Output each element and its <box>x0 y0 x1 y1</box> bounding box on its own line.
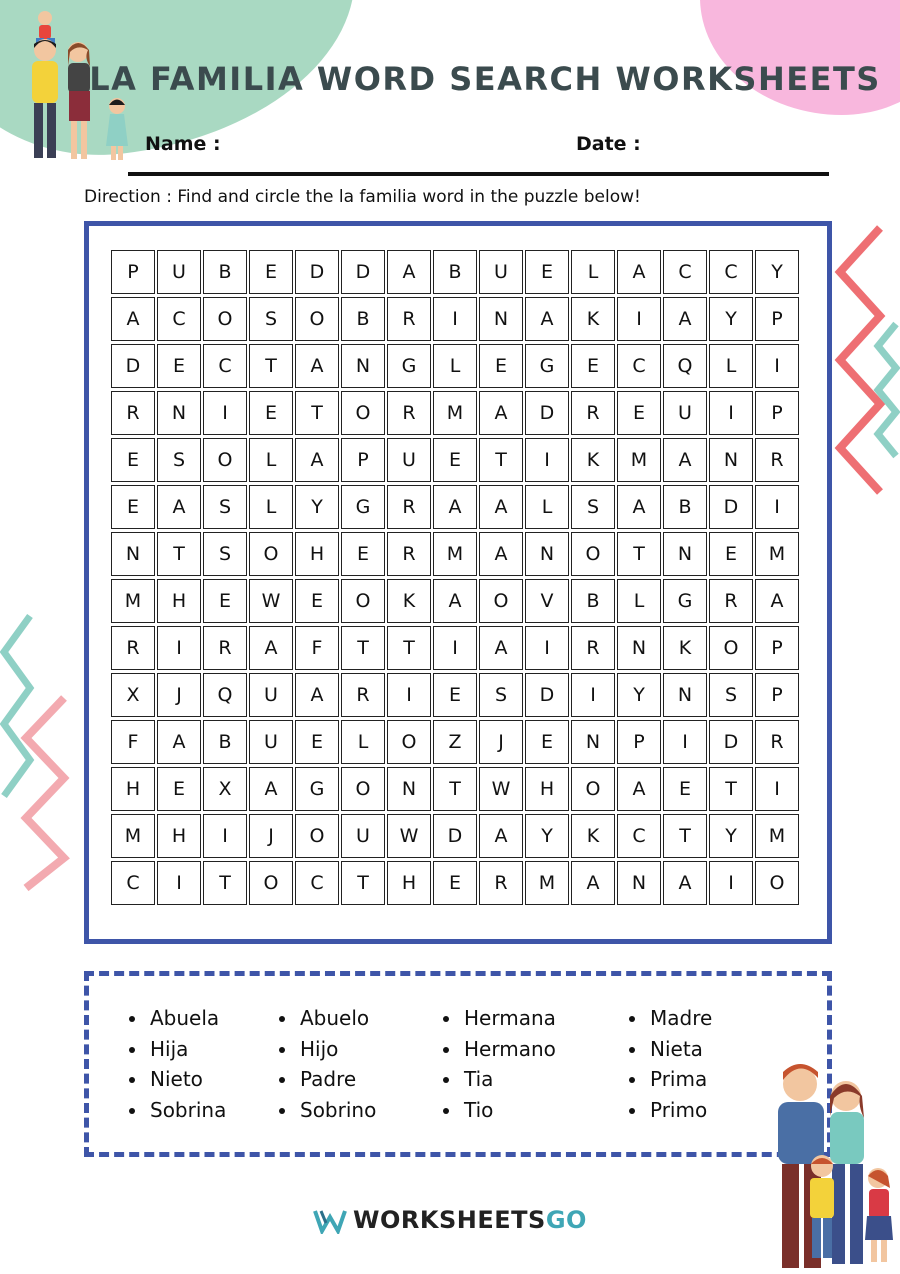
grid-cell: O <box>295 297 339 341</box>
grid-cell: A <box>571 861 615 905</box>
name-label: Name : <box>145 133 221 155</box>
word-list-item: • Hijo <box>298 1034 376 1065</box>
grid-cell: C <box>709 250 753 294</box>
grid-cell: J <box>479 720 523 764</box>
grid-cell: P <box>755 297 799 341</box>
grid-cell: W <box>479 767 523 811</box>
grid-cell: M <box>755 532 799 576</box>
grid-cell: T <box>433 767 477 811</box>
grid-cell: C <box>157 297 201 341</box>
grid-cell: N <box>341 344 385 388</box>
word-list-item: • Nieto <box>148 1064 226 1095</box>
word-list-item: • Tia <box>462 1064 556 1095</box>
grid-cell: O <box>755 861 799 905</box>
grid-cell: T <box>203 861 247 905</box>
grid-cell: I <box>387 673 431 717</box>
grid-cell: A <box>479 391 523 435</box>
grid-cell: E <box>525 720 569 764</box>
grid-cell: T <box>341 861 385 905</box>
grid-cell: S <box>249 297 293 341</box>
word-list-column-3 <box>440 1003 556 1125</box>
grid-cell: R <box>709 579 753 623</box>
grid-cell: G <box>295 767 339 811</box>
grid-cell: I <box>157 626 201 670</box>
grid-cell: R <box>387 532 431 576</box>
zigzag-decoration-left-icon <box>0 612 78 892</box>
grid-cell: X <box>203 767 247 811</box>
grid-cell: P <box>111 250 155 294</box>
grid-cell: H <box>111 767 155 811</box>
grid-cell: T <box>663 814 707 858</box>
grid-cell: I <box>617 297 661 341</box>
grid-cell: J <box>249 814 293 858</box>
grid-cell: A <box>617 485 661 529</box>
grid-cell: E <box>249 391 293 435</box>
word-list-column-1 <box>126 1003 226 1125</box>
grid-cell: O <box>341 767 385 811</box>
header-divider <box>128 172 829 176</box>
grid-cell: I <box>433 626 477 670</box>
grid-cell: M <box>111 814 155 858</box>
worksheetsgo-logo-icon <box>313 1208 347 1234</box>
grid-cell: M <box>111 579 155 623</box>
grid-cell: E <box>111 438 155 482</box>
grid-cell: O <box>203 297 247 341</box>
grid-cell: O <box>571 532 615 576</box>
grid-cell: K <box>387 579 431 623</box>
grid-cell: H <box>157 579 201 623</box>
grid-cell: R <box>571 391 615 435</box>
grid-cell: E <box>709 532 753 576</box>
grid-cell: G <box>663 579 707 623</box>
grid-cell: Q <box>663 344 707 388</box>
grid-cell: N <box>617 626 661 670</box>
grid-cell: N <box>157 391 201 435</box>
grid-cell: S <box>203 532 247 576</box>
grid-cell: E <box>525 250 569 294</box>
grid-cell: I <box>525 626 569 670</box>
word-list-item: • Primo <box>648 1095 712 1126</box>
grid-cell: W <box>249 579 293 623</box>
grid-cell: C <box>617 814 661 858</box>
grid-cell: B <box>433 250 477 294</box>
grid-cell: A <box>111 297 155 341</box>
word-search-grid <box>111 250 799 905</box>
grid-cell: Y <box>525 814 569 858</box>
word-list-item: • Sobrino <box>298 1095 376 1126</box>
grid-cell: S <box>157 438 201 482</box>
grid-cell: P <box>617 720 661 764</box>
grid-cell: V <box>525 579 569 623</box>
brand-name: WORKSHEETS <box>353 1206 546 1234</box>
grid-cell: C <box>617 344 661 388</box>
word-list-item: • Padre <box>298 1064 376 1095</box>
grid-cell: E <box>571 344 615 388</box>
grid-cell: M <box>433 532 477 576</box>
grid-cell: Q <box>203 673 247 717</box>
grid-cell: A <box>663 438 707 482</box>
grid-cell: I <box>663 720 707 764</box>
grid-cell: F <box>295 626 339 670</box>
grid-cell: E <box>111 485 155 529</box>
grid-cell: C <box>295 861 339 905</box>
grid-cell: R <box>755 720 799 764</box>
grid-cell: S <box>479 673 523 717</box>
grid-cell: I <box>755 344 799 388</box>
grid-cell: I <box>755 767 799 811</box>
grid-cell: A <box>295 344 339 388</box>
grid-cell: N <box>663 532 707 576</box>
word-list-column-2 <box>276 1003 376 1125</box>
grid-cell: H <box>525 767 569 811</box>
grid-cell: I <box>755 485 799 529</box>
grid-cell: K <box>571 297 615 341</box>
grid-cell: R <box>111 391 155 435</box>
word-list-item: • Sobrina <box>148 1095 226 1126</box>
grid-cell: E <box>433 673 477 717</box>
grid-cell: L <box>341 720 385 764</box>
grid-cell: D <box>295 250 339 294</box>
grid-cell: A <box>157 485 201 529</box>
grid-cell: L <box>433 344 477 388</box>
grid-cell: Y <box>709 297 753 341</box>
grid-cell: D <box>709 720 753 764</box>
grid-cell: R <box>571 626 615 670</box>
grid-cell: T <box>479 438 523 482</box>
grid-cell: B <box>203 720 247 764</box>
grid-cell: A <box>617 250 661 294</box>
grid-cell: O <box>479 579 523 623</box>
grid-cell: H <box>387 861 431 905</box>
grid-cell: A <box>663 861 707 905</box>
grid-cell: M <box>525 861 569 905</box>
grid-cell: I <box>203 391 247 435</box>
zigzag-decoration-icon <box>832 224 900 504</box>
grid-cell: Z <box>433 720 477 764</box>
grid-cell: R <box>387 391 431 435</box>
grid-cell: U <box>479 250 523 294</box>
date-label: Date : <box>576 133 641 155</box>
grid-cell: E <box>249 250 293 294</box>
word-list-item: • Abuela <box>148 1003 226 1034</box>
grid-cell: O <box>249 532 293 576</box>
grid-cell: I <box>571 673 615 717</box>
grid-cell: E <box>433 861 477 905</box>
grid-cell: Y <box>617 673 661 717</box>
word-list-item: • Prima <box>648 1064 712 1095</box>
grid-cell: N <box>617 861 661 905</box>
grid-cell: E <box>157 767 201 811</box>
grid-cell: A <box>249 626 293 670</box>
grid-cell: D <box>709 485 753 529</box>
grid-cell: U <box>157 250 201 294</box>
grid-cell: N <box>387 767 431 811</box>
grid-cell: T <box>387 626 431 670</box>
grid-cell: U <box>249 673 293 717</box>
grid-cell: R <box>479 861 523 905</box>
grid-cell: O <box>295 814 339 858</box>
grid-cell: T <box>249 344 293 388</box>
grid-cell: E <box>341 532 385 576</box>
grid-cell: O <box>249 861 293 905</box>
grid-cell: G <box>525 344 569 388</box>
grid-cell: R <box>203 626 247 670</box>
word-list-column-4 <box>626 1003 712 1125</box>
grid-cell: C <box>111 861 155 905</box>
grid-cell: D <box>525 673 569 717</box>
grid-cell: P <box>341 438 385 482</box>
grid-cell: E <box>663 767 707 811</box>
word-list-item: • Nieta <box>648 1034 712 1065</box>
grid-cell: B <box>663 485 707 529</box>
grid-cell: U <box>341 814 385 858</box>
grid-cell: L <box>249 438 293 482</box>
grid-cell: A <box>755 579 799 623</box>
grid-cell: A <box>387 250 431 294</box>
grid-cell: A <box>479 626 523 670</box>
grid-cell: O <box>341 579 385 623</box>
grid-cell: B <box>203 250 247 294</box>
grid-cell: E <box>157 344 201 388</box>
grid-cell: U <box>387 438 431 482</box>
grid-cell: U <box>663 391 707 435</box>
grid-cell: S <box>571 485 615 529</box>
grid-cell: A <box>663 297 707 341</box>
grid-cell: A <box>479 485 523 529</box>
grid-cell: I <box>157 861 201 905</box>
grid-cell: D <box>111 344 155 388</box>
grid-cell: L <box>709 344 753 388</box>
grid-cell: A <box>525 297 569 341</box>
grid-cell: E <box>433 438 477 482</box>
grid-cell: N <box>111 532 155 576</box>
grid-cell: N <box>479 297 523 341</box>
grid-cell: Y <box>295 485 339 529</box>
grid-cell: W <box>387 814 431 858</box>
grid-cell: L <box>617 579 661 623</box>
grid-cell: G <box>387 344 431 388</box>
grid-cell: P <box>755 391 799 435</box>
word-list-item: • Abuelo <box>298 1003 376 1034</box>
grid-cell: M <box>755 814 799 858</box>
grid-cell: A <box>295 673 339 717</box>
grid-cell: E <box>295 579 339 623</box>
grid-cell: K <box>571 438 615 482</box>
grid-cell: N <box>571 720 615 764</box>
grid-cell: M <box>617 438 661 482</box>
grid-cell: B <box>341 297 385 341</box>
grid-cell: O <box>709 626 753 670</box>
grid-cell: L <box>249 485 293 529</box>
grid-cell: A <box>617 767 661 811</box>
direction-text: Direction : Find and circle the la familia word in the puzzle below! <box>84 187 641 207</box>
grid-cell: C <box>203 344 247 388</box>
word-list-item: • Hija <box>148 1034 226 1065</box>
grid-cell: O <box>571 767 615 811</box>
grid-cell: R <box>387 485 431 529</box>
grid-cell: R <box>111 626 155 670</box>
grid-cell: E <box>617 391 661 435</box>
family-illustration-bottom-icon <box>748 1056 900 1274</box>
grid-cell: S <box>709 673 753 717</box>
grid-cell: G <box>341 485 385 529</box>
word-list-item: • Madre <box>648 1003 712 1034</box>
grid-cell: N <box>709 438 753 482</box>
grid-cell: J <box>157 673 201 717</box>
grid-cell: I <box>525 438 569 482</box>
grid-cell: X <box>111 673 155 717</box>
grid-cell: A <box>249 767 293 811</box>
grid-cell: T <box>341 626 385 670</box>
grid-cell: D <box>341 250 385 294</box>
word-list-item: • Hermano <box>462 1034 556 1065</box>
grid-cell: E <box>203 579 247 623</box>
grid-cell: C <box>663 250 707 294</box>
grid-cell: A <box>479 814 523 858</box>
grid-cell: P <box>755 673 799 717</box>
grid-cell: A <box>433 485 477 529</box>
grid-cell: U <box>249 720 293 764</box>
grid-cell: R <box>755 438 799 482</box>
grid-cell: L <box>571 250 615 294</box>
grid-cell: O <box>203 438 247 482</box>
grid-cell: Y <box>709 814 753 858</box>
grid-cell: E <box>479 344 523 388</box>
brand-logo <box>0 1206 900 1234</box>
grid-cell: D <box>525 391 569 435</box>
grid-cell: A <box>157 720 201 764</box>
grid-cell: T <box>617 532 661 576</box>
page-title: LA FAMILIA WORD SEARCH WORKSHEETS <box>89 60 881 98</box>
brand-name-accent: GO <box>545 1206 587 1234</box>
grid-cell: S <box>203 485 247 529</box>
grid-cell: L <box>525 485 569 529</box>
grid-cell: I <box>709 861 753 905</box>
grid-cell: H <box>157 814 201 858</box>
grid-cell: O <box>341 391 385 435</box>
grid-cell: T <box>709 767 753 811</box>
grid-cell: I <box>203 814 247 858</box>
grid-cell: M <box>433 391 477 435</box>
grid-cell: P <box>755 626 799 670</box>
grid-cell: I <box>709 391 753 435</box>
grid-cell: A <box>479 532 523 576</box>
grid-cell: R <box>387 297 431 341</box>
grid-cell: R <box>341 673 385 717</box>
grid-cell: K <box>663 626 707 670</box>
word-list-item: • Tio <box>462 1095 556 1126</box>
grid-cell: D <box>433 814 477 858</box>
grid-cell: F <box>111 720 155 764</box>
grid-cell: A <box>433 579 477 623</box>
grid-cell: O <box>387 720 431 764</box>
grid-cell: A <box>295 438 339 482</box>
grid-cell: T <box>157 532 201 576</box>
grid-cell: I <box>433 297 477 341</box>
grid-cell: T <box>295 391 339 435</box>
grid-cell: E <box>295 720 339 764</box>
grid-cell: N <box>525 532 569 576</box>
word-list-item: • Hermana <box>462 1003 556 1034</box>
grid-cell: K <box>571 814 615 858</box>
grid-cell: H <box>295 532 339 576</box>
grid-cell: Y <box>755 250 799 294</box>
grid-cell: B <box>571 579 615 623</box>
grid-cell: N <box>663 673 707 717</box>
